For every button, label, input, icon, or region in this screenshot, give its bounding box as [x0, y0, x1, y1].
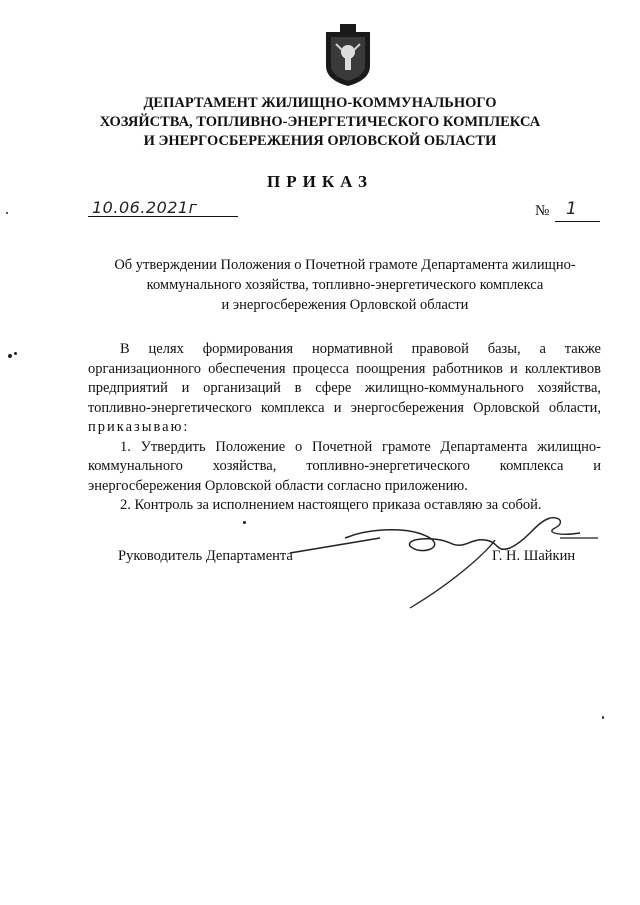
scan-speck — [8, 354, 12, 358]
department-line-3: И ЭНЕРГОСБЕРЕЖЕНИЯ ОРЛОВСКОЙ ОБЛАСТИ — [143, 133, 497, 149]
subject-line-2: коммунального хозяйства, топливно-энергетического комплекса — [146, 277, 544, 293]
order-body — [88, 340, 601, 516]
subject-line-3: и энергосбережения Орловской области — [221, 297, 469, 313]
signatory-name: Г. Н. Шайкин — [492, 548, 576, 564]
handwritten-signature — [260, 508, 600, 618]
order-subject — [95, 255, 595, 315]
order-item-2: 2. Контроль за исполнением настоящего приказа оставляю за собой. — [120, 497, 542, 513]
number-underline — [555, 221, 600, 222]
scan-speck — [6, 212, 8, 214]
preamble-paragraph — [88, 340, 601, 438]
department-line-2: ХОЗЯЙСТВА, ТОПЛИВНО-ЭНЕРГЕТИЧЕСКОГО КОМПЛЕКСА — [99, 114, 541, 130]
document-title: ПРИКАЗ — [267, 172, 373, 191]
coat-of-arms-icon — [322, 22, 374, 88]
number-label: № — [535, 203, 550, 219]
order-word: приказываю: — [88, 419, 190, 435]
department-line-1: ДЕПАРТАМЕНТ ЖИЛИЩНО-КОММУНАЛЬНОГО — [143, 95, 497, 111]
signatory-position: Руководитель Департамента — [118, 548, 293, 564]
scan-speck — [243, 521, 246, 524]
order-item-1: 1. Утвердить Положение о Почетной грамоте Департамента жилищно-коммунального хозяйства, топливно-энергетического комплекса и энергосбережения Орловской области согласно приложению. — [88, 438, 601, 494]
scan-speck — [14, 352, 17, 355]
subject-line-1: Об утверждении Положения о Почетной грамоте Департамента жилищно- — [114, 257, 576, 273]
preamble-text: В целях формирования нормативной правовой базы, а также организационного обеспечения процесса поощрения работников и коллективов предприятий и организаций в сфере жилищно-коммунального хозяйства, топливно-энергетического комплекса и энергосбережения Орловской области, — [88, 341, 601, 416]
order-number: 1 — [566, 199, 577, 219]
department-heading — [60, 94, 580, 151]
order-date: 10.06.2021г — [92, 198, 198, 217]
scan-speck — [602, 716, 604, 719]
